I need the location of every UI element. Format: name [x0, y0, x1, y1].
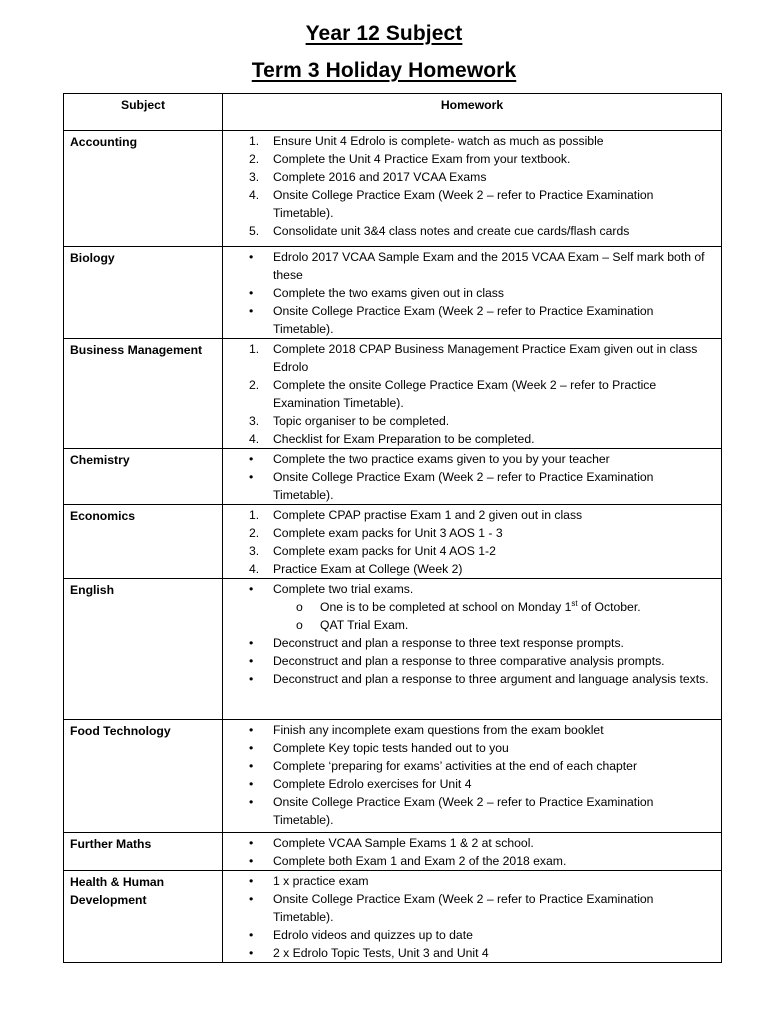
homework-item: • Finish any incomplete exam questions from the exam booklet	[249, 723, 604, 737]
homework-item: 1. Complete CPAP practise Exam 1 and 2 given out in class	[249, 508, 583, 522]
homework-item: 4. Checklist for Exam Preparation to be completed.	[249, 432, 535, 446]
homework-item: 1. Complete 2018 CPAP Business Management Practice Exam given out in class Edrolo	[249, 342, 698, 374]
homework-item: 4. Onsite College Practice Exam (Week 2 – refer to Practice Examination Timetable).	[249, 188, 654, 220]
table-row	[64, 247, 722, 339]
homework-item: • 1 x practice exam	[249, 874, 369, 888]
homework-item: • Edrolo videos and quizzes up to date	[249, 928, 473, 942]
homework-item: • Complete the two exams given out in class	[249, 286, 504, 300]
homework-item: • Complete Edrolo exercises for Unit 4	[249, 777, 472, 791]
subject-cell: Accounting	[64, 131, 223, 247]
homework-item: 2. Complete the Unit 4 Practice Exam from your textbook.	[249, 152, 571, 166]
homework-item: • Onsite College Practice Exam (Week 2 – refer to Practice Examination Timetable).	[249, 795, 654, 827]
homework-subitem: o QAT Trial Exam.	[296, 618, 409, 632]
homework-cell	[223, 579, 722, 720]
homework-item: • Deconstruct and plan a response to three argument and language analysis texts.	[249, 672, 709, 686]
subject-cell: English	[64, 579, 223, 720]
subject-column-header: Subject	[64, 94, 223, 131]
homework-item: 3. Complete 2016 and 2017 VCAA Exams	[249, 170, 487, 184]
homework-item: • Onsite College Practice Exam (Week 2 – refer to Practice Examination Timetable).	[249, 304, 654, 336]
homework-item: 1. Ensure Unit 4 Edrolo is complete- watch as much as possible	[249, 134, 604, 148]
homework-item: • Deconstruct and plan a response to three comparative analysis prompts.	[249, 654, 665, 668]
homework-list	[223, 505, 721, 578]
table-row	[64, 449, 722, 505]
homework-list	[223, 579, 721, 688]
homework-cell	[223, 871, 722, 963]
homework-list	[223, 871, 721, 962]
table-row	[64, 871, 722, 963]
homework-subitem: o One is to be completed at school on Monday 1st of October.	[296, 598, 641, 614]
homework-item: • 2 x Edrolo Topic Tests, Unit 3 and Unit 4	[249, 946, 489, 960]
homework-item: • Onsite College Practice Exam (Week 2 – refer to Practice Examination Timetable).	[249, 892, 654, 924]
document-title: Year 12 Subject	[305, 22, 463, 45]
homework-item: • Onsite College Practice Exam (Week 2 – refer to Practice Examination Timetable).	[249, 470, 654, 502]
homework-item: • Complete the two practice exams given to you by your teacher	[249, 452, 610, 466]
homework-item: 5. Consolidate unit 3&4 class notes and create cue cards/flash cards	[249, 224, 630, 238]
subject-cell: Health & Human Development	[64, 871, 223, 963]
homework-table	[63, 93, 722, 963]
homework-item: • Deconstruct and plan a response to three text response prompts.	[249, 636, 624, 650]
homework-item: 3. Topic organiser to be completed.	[249, 414, 450, 428]
subject-cell: Further Maths	[64, 833, 223, 871]
homework-list	[223, 720, 721, 829]
homework-item: 4. Practice Exam at College (Week 2)	[249, 562, 463, 576]
homework-list	[223, 131, 721, 240]
document-subtitle: Term 3 Holiday Homework	[251, 59, 517, 82]
homework-cell	[223, 720, 722, 833]
homework-cell	[223, 131, 722, 247]
table-row	[64, 579, 722, 720]
table-row	[64, 720, 722, 833]
subject-cell: Food Technology	[64, 720, 223, 833]
homework-list	[223, 833, 721, 870]
homework-item: • Complete ‘preparing for exams’ activities at the end of each chapter	[249, 759, 638, 773]
homework-item: 3. Complete exam packs for Unit 4 AOS 1-2	[249, 544, 496, 558]
homework-list	[223, 247, 721, 338]
homework-column-header: Homework	[223, 94, 722, 131]
table-row	[64, 339, 722, 449]
homework-cell	[223, 449, 722, 505]
homework-item: 2. Complete the onsite College Practice Exam (Week 2 – refer to Practice Examination Timetable).	[249, 378, 657, 410]
homework-item: 2. Complete exam packs for Unit 3 AOS 1 - 3	[249, 526, 503, 540]
subject-cell: Business Management	[64, 339, 223, 449]
table-row	[64, 833, 722, 871]
homework-item: • Edrolo 2017 VCAA Sample Exam and the 2015 VCAA Exam – Self mark both of these	[249, 250, 705, 282]
subject-cell: Economics	[64, 505, 223, 579]
homework-item: • Complete both Exam 1 and Exam 2 of the 2018 exam.	[249, 854, 567, 868]
homework-list	[223, 339, 721, 448]
homework-cell	[223, 833, 722, 871]
table-row	[64, 131, 722, 247]
subject-cell: Biology	[64, 247, 223, 339]
homework-item: • Complete VCAA Sample Exams 1 & 2 at school.	[249, 836, 534, 850]
homework-cell	[223, 339, 722, 449]
table-header-row	[64, 94, 722, 131]
homework-item: • Complete two trial exams.	[249, 582, 414, 596]
homework-list	[223, 449, 721, 504]
homework-cell	[223, 505, 722, 579]
subject-cell: Chemistry	[64, 449, 223, 505]
homework-cell	[223, 247, 722, 339]
table-row	[64, 505, 722, 579]
homework-item: • Complete Key topic tests handed out to you	[249, 741, 509, 755]
